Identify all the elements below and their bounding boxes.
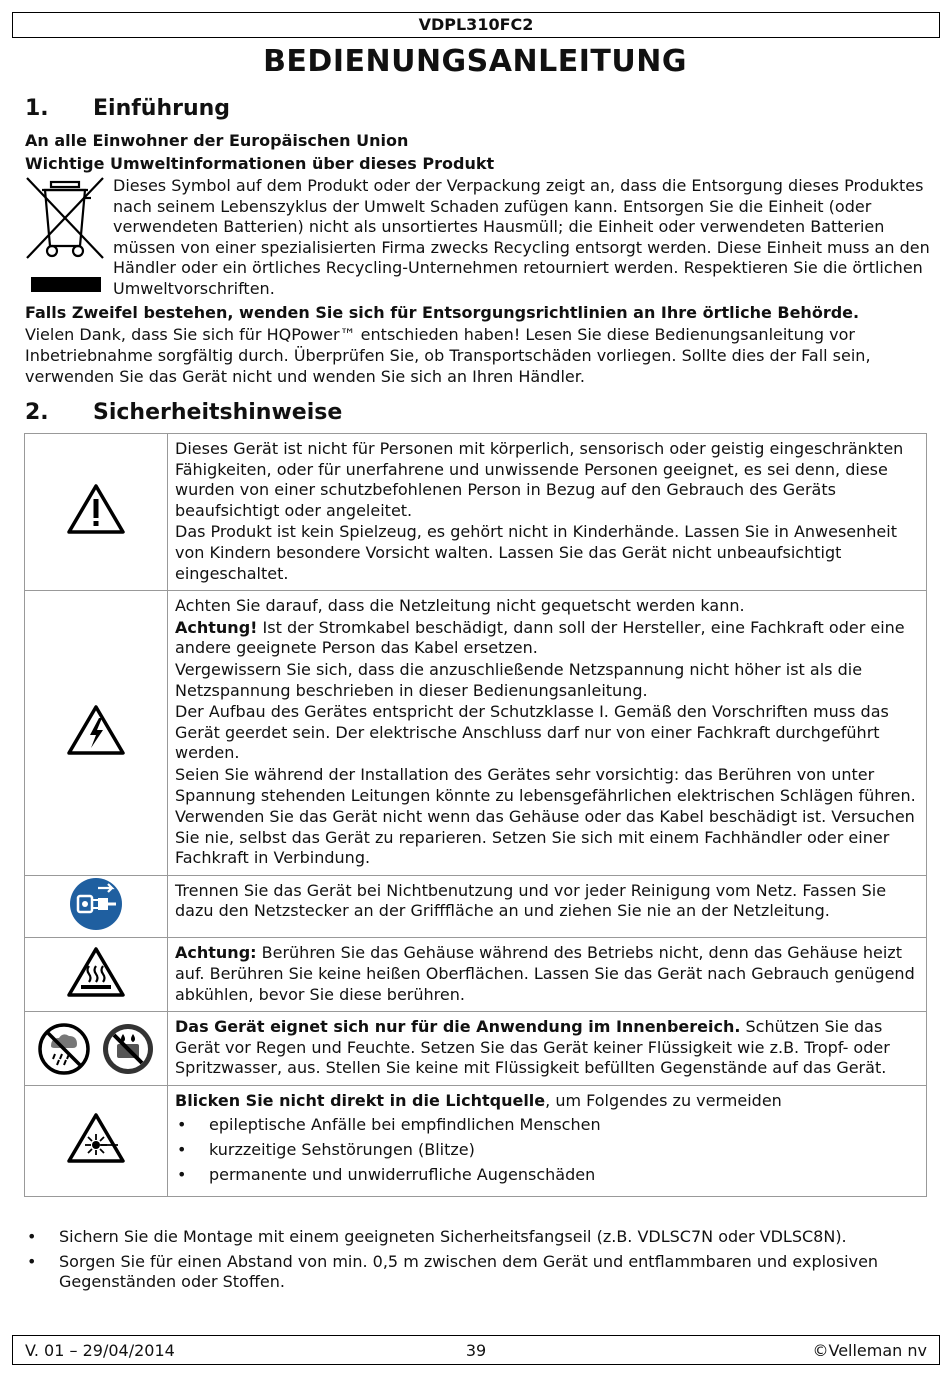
version-date: V. 01 – 29/04/2014 bbox=[25, 1341, 175, 1360]
document-title: BEDIENUNGSANLEITUNG bbox=[263, 44, 687, 79]
icon-cell bbox=[25, 938, 168, 1012]
section-2-heading bbox=[25, 400, 342, 425]
icon-group bbox=[29, 1022, 163, 1076]
attention-text: Berühren Sie das Gehäuse während des Betriebs nicht, denn das Gehäuse heizt auf. Berühren Sie keine heißen Oberflächen. Lassen Sie das Gerät nach Gebrauch genügend abkühlen, bevor Sie diese berühren. bbox=[175, 943, 915, 1004]
text-cell bbox=[168, 938, 927, 1012]
icon-cell bbox=[25, 591, 168, 876]
safety-text bbox=[175, 1017, 920, 1079]
light-text: , um Folgendes zu vermeiden bbox=[545, 1091, 782, 1111]
attention-text: Ist der Stromkabel beschädigt, dann soll der Hersteller, eine Fachkraft oder eine andere geeignete Person das Kabel ersetzen. bbox=[175, 617, 905, 658]
list-item: • kurzzeitige Sehstörungen (Blitze) bbox=[175, 1140, 920, 1161]
model-number: VDPL310FC2 bbox=[418, 15, 534, 34]
text-cell bbox=[168, 875, 927, 938]
no-water-icon bbox=[101, 1022, 155, 1076]
list-item: • Sichern Sie die Montage mit einem geeigneten Sicherheitsfangseil (z.B. VDLSC7N oder VDLSC8N). bbox=[25, 1227, 925, 1248]
safety-row-general bbox=[25, 434, 927, 591]
thank-you-paragraph: Vielen Dank, dass Sie sich für HQPower™ entschieden haben! Lesen Sie diese Bedienungsanleitung vor Inbetriebnahme sorgfältig durch. Überprüfen Sie, ob Transportschäden vorliegen. Sollte dies der Fall sein, verwenden Sie das Gerät nicht und wenden Sie sich an Ihren Händler. bbox=[25, 325, 871, 386]
safety-text: Achten Sie darauf, dass die Netzleitung nicht gequetscht werden kann. bbox=[175, 596, 745, 616]
icon-cell bbox=[25, 1086, 168, 1197]
safety-text: Dieses Gerät ist nicht für Personen mit körperlich, sensorisch oder geistig eingeschränkten Fähigkeiten, oder für unerfahrene und unwissende Personen geeignet, es sei denn, diese wurden von einer schutzbefohlenen Person in Bezug auf den Gebrauch des Geräts beaufsichtigt oder angeleitet. bbox=[175, 439, 904, 520]
section-title: Einführung bbox=[93, 96, 231, 121]
safety-row-electric bbox=[25, 591, 927, 876]
list-item: • permanente und unwiderrufliche Augenschäden bbox=[175, 1165, 920, 1186]
safety-row-hot bbox=[25, 938, 927, 1012]
laser-hazard-icon bbox=[66, 1112, 126, 1164]
light-label: Blicken Sie nicht direkt in die Lichtquelle bbox=[175, 1091, 546, 1111]
safety-text: Der Aufbau des Gerätes entspricht der Schutzklasse I. Gemäß den Vorschriften muss das Gerät geerdet sein. Der elektrische Anschluss darf nur von einer Fachkraft durchgeführt werden. bbox=[175, 702, 889, 763]
safety-row-light bbox=[25, 1086, 927, 1197]
text-cell bbox=[168, 1012, 927, 1086]
safety-text: Seien Sie während der Installation des Gerätes sehr vorsichtig: das Berühren von unter Spannung stehenden Leitungen könnte zu lebensgefährlichen elektrischen Schlägen führen. bbox=[175, 764, 916, 805]
safety-text: Verwenden Sie das Gerät nicht wenn das Gehäuse oder das Kabel beschädigt ist. Versuchen Sie nie, selbst das Gerät zu reparieren. Setzen Sie sich mit einem Fachhändler oder einer Fachkraft in Verbindung. bbox=[175, 807, 915, 868]
icon-cell bbox=[25, 1012, 168, 1086]
text-cell bbox=[168, 434, 927, 591]
safety-text: Trennen Sie das Gerät bei Nichtbenutzung und vor jeder Reinigung vom Netz. Fassen Sie dazu den Netzstecker an der Grifffläche an und ziehen Sie nie an der Netzleitung. bbox=[175, 880, 887, 921]
safety-text bbox=[175, 618, 920, 659]
section-1-heading bbox=[25, 96, 230, 121]
disposal-notice: Falls Zweifel bestehen, wenden Sie sich für Entsorgungsrichtlinien an Ihre örtliche Behörde. bbox=[25, 303, 860, 322]
light-risk-list bbox=[175, 1115, 920, 1186]
copyright: ©Velleman nv bbox=[812, 1341, 927, 1360]
safety-text: Vergewissern Sie sich, dass die anzuschließende Netzspannung nicht höher ist als die Netzspannung beschrieben in dieser Bedienungsanleitung. bbox=[175, 659, 863, 700]
safety-text bbox=[175, 943, 920, 1005]
list-item: • Sorgen Sie für einen Abstand von min. 0,5 m zwischen dem Gerät und entflammbaren und explosiven Gegenständen oder Stoffen. bbox=[25, 1252, 925, 1293]
page-number: 39 bbox=[465, 1341, 487, 1360]
icon-cell bbox=[25, 875, 168, 938]
list-item: • epileptische Anfälle bei empfindlichen Menschen bbox=[175, 1115, 920, 1136]
warning-triangle-icon bbox=[66, 483, 126, 535]
icon-cell bbox=[25, 434, 168, 591]
document-header bbox=[12, 12, 940, 38]
subheading-eu: An alle Einwohner der Europäischen Union bbox=[25, 131, 409, 150]
unplug-icon bbox=[68, 876, 124, 932]
safety-row-indoor bbox=[25, 1012, 927, 1086]
attention-label: Achtung: bbox=[175, 943, 257, 963]
section-number: 2. bbox=[25, 400, 49, 425]
document-footer bbox=[12, 1335, 940, 1365]
section-number: 1. bbox=[25, 96, 49, 121]
safety-bullets bbox=[25, 1227, 925, 1297]
safety-table bbox=[24, 433, 927, 1197]
safety-row-unplug bbox=[25, 875, 927, 938]
weee-bin-icon bbox=[25, 176, 105, 294]
safety-text bbox=[175, 1091, 920, 1112]
text-cell bbox=[168, 591, 927, 876]
subheading-environment: Wichtige Umweltinformationen über dieses Produkt bbox=[25, 154, 495, 173]
hot-surface-icon bbox=[66, 946, 126, 998]
safety-text: Das Produkt ist kein Spielzeug, es gehört nicht in Kinderhände. Lassen Sie in Anwesenheit von Kindern besondere Vorsicht walten. Lassen Sie das Gerät nicht unbeaufsichtigt eingeschaltet. bbox=[175, 522, 897, 583]
section-title: Sicherheitshinweise bbox=[93, 400, 343, 425]
indoor-text: Schützen Sie das Gerät vor Regen und Feuchte. Setzen Sie das Gerät keiner Flüssigkeit wie z.B. Tropf- oder Spritzwasser, aus. Stellen Sie keine mit Flüssigkeit befüllten Gegenstände auf das Gerät. bbox=[175, 1017, 890, 1078]
attention-label: Achtung! bbox=[175, 617, 258, 637]
indoor-label: Das Gerät eignet sich nur für die Anwendung im Innenbereich. bbox=[175, 1017, 741, 1037]
no-rain-icon bbox=[37, 1022, 91, 1076]
text-cell bbox=[168, 1086, 927, 1197]
electric-hazard-icon bbox=[66, 704, 126, 756]
weee-description: Dieses Symbol auf dem Produkt oder der Verpackung zeigt an, dass die Entsorgung dieses Produktes nach seinem Lebenszyklus der Umwelt Schaden zufügen kann. Entsorgen Sie die Einheit (oder verwendeten Batterien) nicht als unsortiertes Hausmüll; die Einheit oder verwendeten Batterien müssen von einer spezialisierten Firma zwecks Recycling entsorgt werden. Diese Einheit muss an den Händler oder ein örtliches Recycling-Unternehmen retourniert werden. Respektieren Sie die örtlichen Umweltvorschriften. bbox=[113, 176, 930, 298]
